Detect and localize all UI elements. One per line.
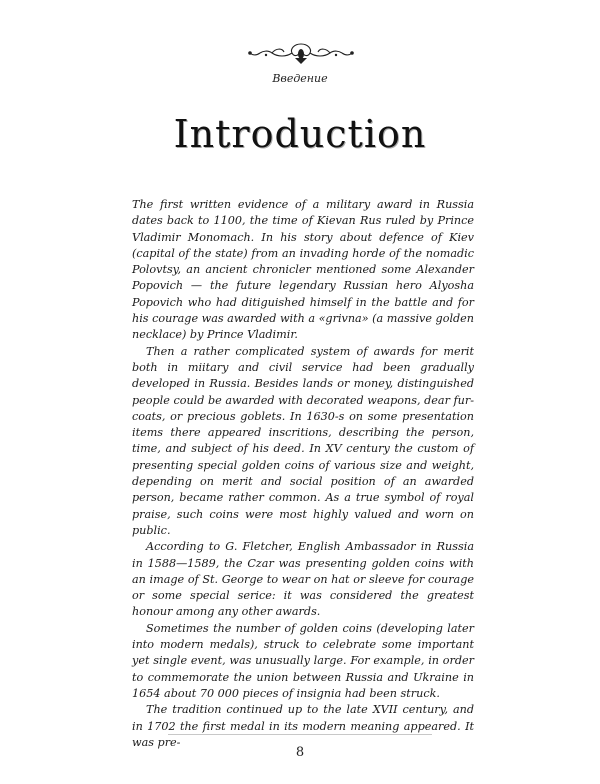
floral-scroll-ornament-icon: [246, 40, 356, 66]
body-text: [132, 197, 474, 751]
paragraph: The first written evidence of a military award in Russia dates back to 1100, the time of Kievan Rus ruled by Prince Vladimir Monomach. In his story about defence of Kiev (capital of the state) from an invading horde of the nomadic Polovtsy, an ancient chronicler mentioned some Alexander Popovich — the future legendary Russian hero Alyosha Popovich who had ditiguished himself in the battle and for his courage was awarded with a «grivna» (a massive golden necklace) by Prince Vladimir.: [132, 198, 475, 342]
paragraph: According to G. Fletcher, English Ambassador in Russia in 1588—1589, the Czar was presenting golden coins with an image of St. George to wear on hat or sleeve for courage or some special serice: it was considered the greatest honour among any other awards.: [132, 540, 474, 619]
page-title: Introduction: [173, 112, 427, 156]
page-number: 8: [295, 745, 305, 760]
paragraph: Then a rather complicated system of awards for merit both in miitary and civil service had been gradually developed in Russia. Besides lands or money, distinguished people could be awarded with decorated weapons, dear fur-coats, or precious goblets. In 1630-s on some presentation items there appeared inscritions, describing the person, time, and subject of his deed. In XV century the custom of presenting special golden coins of various size and weight, depending on merit and social position of an awarded person, became rather common. As a true symbol of royal praise, such coins were most highly valued and worn on public.: [132, 344, 474, 537]
footer-divider: [168, 734, 432, 735]
paragraph: Sometimes the number of golden coins (developing later into modern medals), struck to celebrate some important yet single event, was unusually large. For example, in order to commemorate the union between Russia and Ukraine in 1654 about 70 000 pieces of insignia had been struck.: [132, 621, 474, 700]
paragraph: The tradition continued up to the late XVII century, and in 1702 the first medal in its modern meaning appeared. It was pre-: [132, 703, 474, 749]
running-head: Введение: [272, 72, 328, 85]
